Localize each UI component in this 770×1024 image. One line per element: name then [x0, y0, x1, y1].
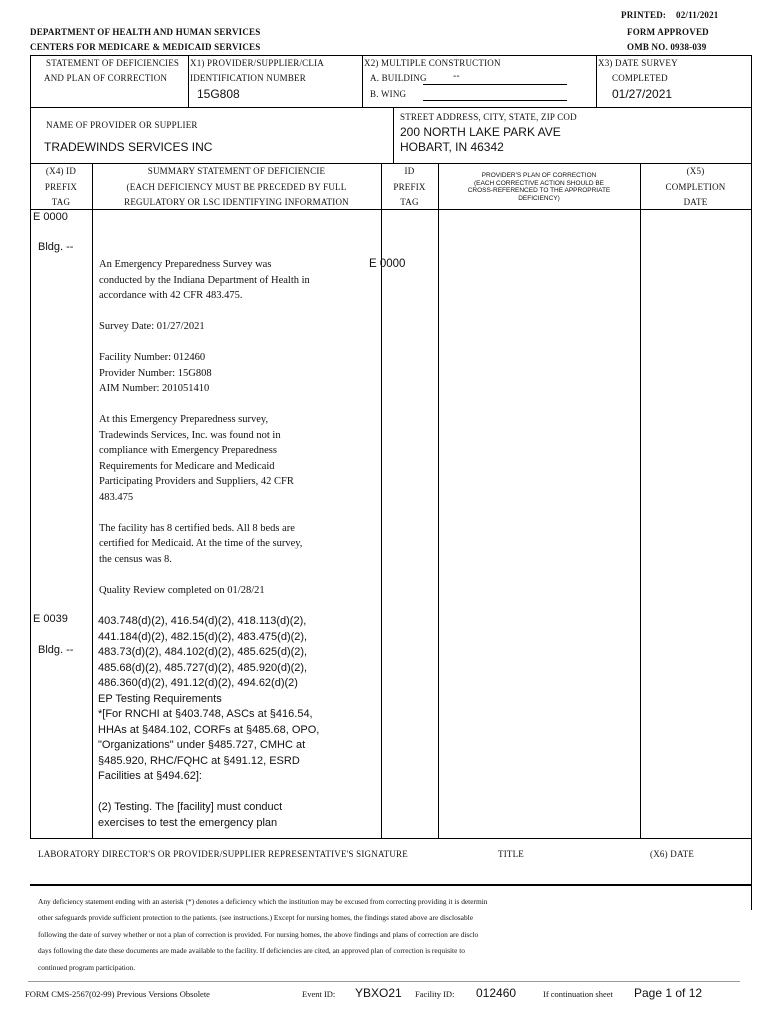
form-approved: FORM APPROVED — [627, 27, 709, 37]
x1-label-2: IDENTIFICATION NUMBER — [190, 73, 306, 83]
plan-header-2: (EACH CORRECTIVE ACTION SHOULD BE — [473, 179, 605, 187]
x3-label-2: COMPLETED — [612, 73, 668, 83]
summary-paragraph: An Emergency Preparedness Survey was conducted by the Indiana Department of Health in accordance with 42 CFR 483.475. — [99, 259, 310, 301]
summary-paragraph: Quality Review completed on 01/28/21 — [99, 584, 265, 596]
street-label: STREET ADDRESS, CITY, STATE, ZIP COD — [400, 112, 577, 122]
x4-header-1: (X4) ID — [45, 166, 77, 176]
building-tag-1: Bldg. -- — [38, 241, 74, 253]
plan-header-1: PROVIDER'S PLAN OF CORRECTION — [481, 172, 597, 179]
summary-paragraph: At this Emergency Preparedness survey, Tradewinds Services, Inc. was found not in compliance with Emergency Preparedness Requirements for Medicare and Medicaid Participating Providers and Suppliers, 42 CFR 483.475 — [99, 414, 294, 503]
provider-id-value: 15G808 — [197, 87, 240, 101]
summary-header-1: SUMMARY STATEMENT OF DEFICIENCIE — [147, 166, 326, 176]
x4-header-2: PREFIX — [44, 182, 78, 192]
summary-sans-block — [98, 614, 378, 847]
omb-number: OMB NO. 0938-039 — [627, 42, 707, 52]
street-value-2: HOBART, IN 46342 — [400, 140, 504, 154]
x3-label-1: X3) DATE SURVEY — [598, 58, 678, 68]
id-header-2: PREFIX — [393, 182, 426, 192]
stmt-label-2: AND PLAN OF CORRECTION — [44, 73, 168, 83]
centers-heading: CENTERS FOR MEDICARE & MEDICAID SERVICES — [30, 42, 261, 52]
event-id-value: YBXO21 — [355, 986, 402, 1000]
regulation-paragraph: (2) Testing. The [facility] must conduct exercises to test the emergency plan — [98, 801, 283, 829]
street-value-1: 200 NORTH LAKE PARK AVE — [400, 125, 561, 139]
plan-header-4: DEFICIENCY) — [518, 194, 560, 202]
building-label: A. BUILDING — [370, 73, 427, 83]
continuation-label: If continuation sheet — [543, 989, 613, 999]
summary-paragraph: The facility has 8 certified beds. All 8 beds are certified for Medicaid. At the time of the survey, the census was 8. — [99, 522, 303, 565]
provider-name-value: TRADEWINDS SERVICES INC — [44, 140, 213, 154]
id-header-1: ID — [404, 166, 415, 176]
printed-date: 02/11/2021 — [676, 10, 719, 20]
signature-label: LABORATORY DIRECTOR'S OR PROVIDER/SUPPLIER REPRESENTATIVE'S SIGNATURE — [38, 849, 408, 859]
summary-header-3: REGULATORY OR LSC IDENTIFYING INFORMATION — [124, 197, 349, 207]
plan-header-3: CROSS-REFERENCED TO THE APPROPRIATE — [467, 187, 611, 194]
wing-label: B. WING — [370, 89, 407, 99]
summary-header-2: (EACH DEFICIENCY MUST BE PRECEDED BY FULL — [126, 182, 347, 192]
building-value: -- — [453, 71, 460, 82]
plan-header — [438, 172, 640, 202]
x1-label-1: X1) PROVIDER/SUPPLIER/CLIA — [190, 58, 324, 68]
provider-name-label: NAME OF PROVIDER OR SUPPLIER — [46, 120, 198, 130]
event-id-label: Event ID: — [302, 989, 336, 999]
prefix-tag-e0000: E 0000 — [33, 211, 68, 223]
facility-id-value: 012460 — [476, 986, 517, 1000]
summary-serif-block — [99, 257, 377, 614]
disclaimer-text: Any deficiency statement ending with an asterisk (*) denotes a deficiency which the institution may be excused from correcting providing it is determin other safeguards provide sufficient protection to the patients. (see instructions.) Except for nursing homes, the findings stated above are disclosable following the date of survey whether or not a plan of correction is provided. For nursing homes, the above findings and plans of correction are disclo days following the date these documents are made available to the facility. If deficiencies are cited, an approved plan of correction is requisite to continued program participation. — [38, 897, 488, 972]
x5-header-1: (X5) — [686, 166, 705, 176]
summary-paragraph: Survey Date: 01/27/2021 — [99, 321, 205, 332]
stmt-label-1: STATEMENT OF DEFICIENCIES — [46, 58, 180, 68]
printed-label: PRINTED: — [621, 10, 667, 20]
regulation-paragraph: 403.748(d)(2), 416.54(d)(2), 418.113(d)(2), 441.184(d)(2), 482.15(d)(2), 483.475(d)(2), 483.73(d)(2), 484.102(d)(2), 485.625(d)(2), 485.68(d)(2), 485.727(d)(2), 485.920(d)(2), 486.360(d)(2), 491.12(d)(2), 494.62(d)(2) EP Testing Requirements *[For RNCHI at §403.748, ASCs at §416.54, HHAs at §484.102, CORFs at §485.68, OPO, "Organizations" under §485.727, CMHC at §485.920, RHC/FQHC at §491.12, ESRD Facilities at §494.62]: — [98, 615, 320, 782]
x5-header-2: COMPLETION — [665, 182, 726, 192]
facility-id-label: Facility ID: — [415, 989, 455, 999]
dept-heading: DEPARTMENT OF HEALTH AND HUMAN SERVICES — [30, 27, 261, 37]
prefix-tag-e0039: E 0039 — [33, 613, 68, 625]
form-number: FORM CMS-2567(02-99) Previous Versions Obsolete — [25, 989, 210, 999]
survey-date-value: 01/27/2021 — [612, 87, 673, 101]
x4-header-3: TAG — [51, 197, 71, 207]
building-tag-2: Bldg. -- — [38, 644, 74, 656]
summary-paragraph: Facility Number: 012460 Provider Number: 15G808 AIM Number: 201051410 — [99, 352, 212, 394]
page-number: Page 1 of 12 — [634, 986, 703, 1000]
title-label: TITLE — [498, 849, 524, 859]
id-header-3: TAG — [400, 197, 419, 207]
id-prefix-tag-e0000: E 0000 — [369, 258, 406, 270]
x2-label: X2) MULTIPLE CONSTRUCTION — [364, 58, 501, 68]
x6-date-label: (X6) DATE — [650, 849, 695, 859]
x5-header-3: DATE — [683, 197, 708, 207]
